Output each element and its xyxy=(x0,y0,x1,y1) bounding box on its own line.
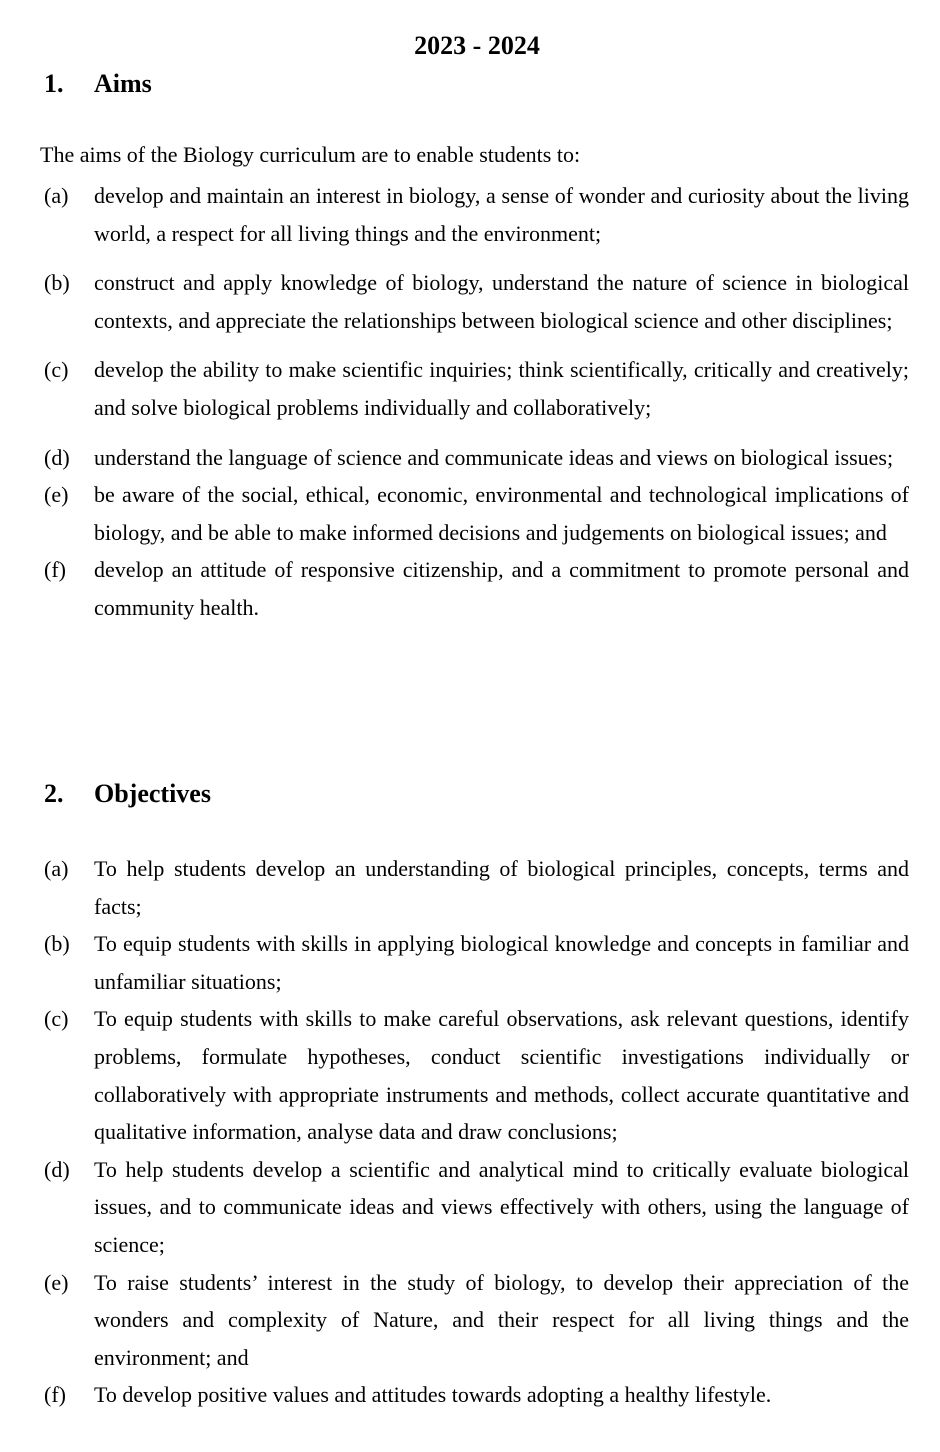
aims-item-b xyxy=(44,264,909,339)
aims-item-label: (e) xyxy=(44,482,69,508)
objectives-item-e xyxy=(44,1264,909,1377)
aims-item-text: develop an attitude of responsive citizenship, and a commitment to promote personal and community health. xyxy=(94,557,909,620)
objectives-item-text: To help students develop a scientific and analytical mind to critically evaluate biological issues, and to communicate ideas and views effectively with others, using the language of science; xyxy=(94,1156,909,1257)
objectives-item-label: (b) xyxy=(44,931,70,957)
objectives-item-a xyxy=(44,850,909,925)
aims-item-e xyxy=(44,476,909,551)
objectives-item-label: (c) xyxy=(44,1006,69,1032)
objectives-item-d xyxy=(44,1151,909,1264)
objectives-item-label: (d) xyxy=(44,1156,70,1182)
objectives-item-text: To develop positive values and attitudes towards adopting a healthy lifestyle. xyxy=(94,1382,772,1408)
aims-section-number: 1. xyxy=(44,69,64,98)
aims-item-label: (a) xyxy=(44,183,69,208)
objectives-section-title: Objectives xyxy=(94,779,211,808)
objectives-item-label: (e) xyxy=(44,1269,69,1295)
aims-list xyxy=(44,177,909,627)
objectives-section-number: 2. xyxy=(44,779,64,808)
aims-item-label: (d) xyxy=(44,444,70,470)
objectives-item-text: To help students develop an understanding of biological principles, concepts, terms and facts; xyxy=(94,856,909,919)
objectives-item-c xyxy=(44,1000,909,1150)
aims-item-text: understand the language of science and communicate ideas and views on biological issues; xyxy=(94,444,894,470)
aims-heading xyxy=(44,68,152,100)
objectives-item-text: To raise students’ interest in the study of biology, to develop their appreciation of the wonders and complexity of Nature, and their respect for all living things and the environment; and xyxy=(94,1269,909,1370)
objectives-item-f xyxy=(44,1376,909,1414)
objectives-item-b xyxy=(44,925,909,1000)
objectives-item-label: (f) xyxy=(44,1382,66,1408)
objectives-list xyxy=(44,850,909,1414)
objectives-item-text: To equip students with skills in applying biological knowledge and concepts in familiar and unfamiliar situations; xyxy=(94,931,909,994)
aims-item-label: (f) xyxy=(44,557,66,583)
document-year: 2023 - 2024 xyxy=(414,31,540,60)
objectives-heading xyxy=(44,778,211,810)
aims-item-text: construct and apply knowledge of biology, understand the nature of science in biological contexts, and appreciate the relationships between biological science and other disciplines; xyxy=(94,270,909,333)
aims-item-label: (b) xyxy=(44,270,70,296)
aims-item-f xyxy=(44,551,909,626)
aims-item-a xyxy=(44,177,909,252)
aims-item-d xyxy=(44,439,909,477)
aims-intro: The aims of the Biology curriculum are to enable students to: xyxy=(40,142,581,167)
aims-section-title: Aims xyxy=(94,69,152,98)
aims-item-text: develop the ability to make scientific inquiries; think scientifically, critically and creatively; and solve biological problems individually and collaboratively; xyxy=(94,357,909,420)
aims-item-c xyxy=(44,351,909,426)
objectives-item-text: To equip students with skills to make careful observations, ask relevant questions, identify problems, formulate hypotheses, conduct scientific investigations individually or collaboratively with appropriate instruments and methods, collect accurate quantitative and qualitative information, analyse data and draw conclusions; xyxy=(94,1006,909,1145)
objectives-item-label: (a) xyxy=(44,856,69,881)
aims-item-text: develop and maintain an interest in biology, a sense of wonder and curiosity about the living world, a respect for all living things and the environment; xyxy=(94,183,909,246)
aims-item-label: (c) xyxy=(44,357,69,383)
aims-item-text: be aware of the social, ethical, economic, environmental and technological implications of biology, and be able to make informed decisions and judgements on biological issues; and xyxy=(94,482,909,545)
